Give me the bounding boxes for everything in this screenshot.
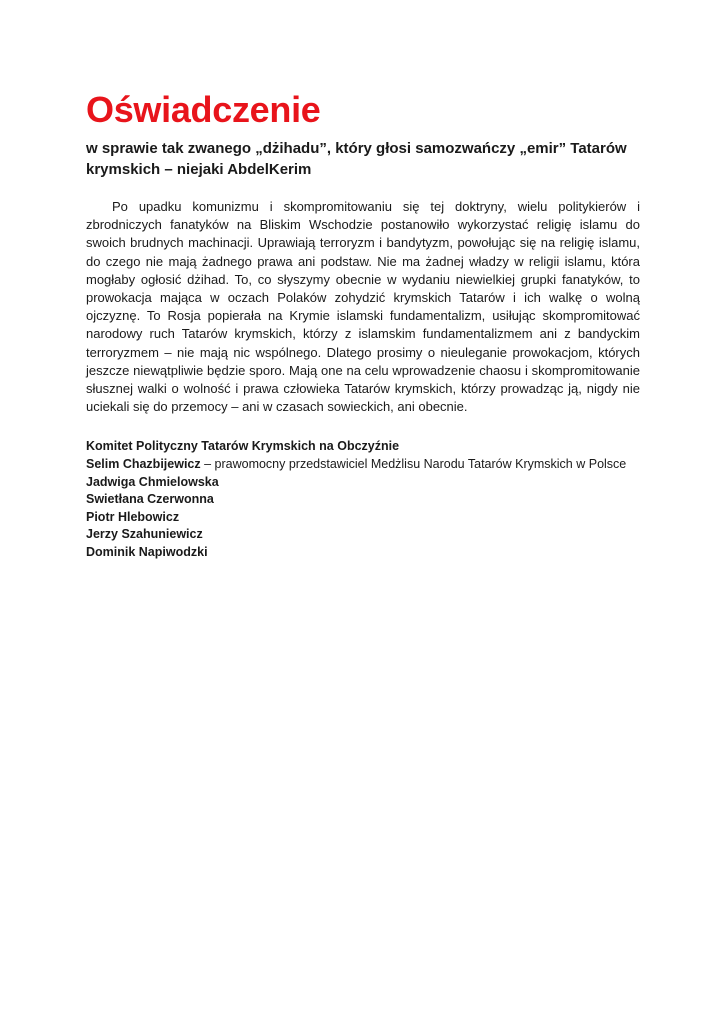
representative-role: – prawomocny przedstawiciel Medżlisu Narodu Tatarów Krymskich w Polsce bbox=[200, 457, 627, 472]
committee-name: Komitet Polityczny Tatarów Krymskich na Obczyźnie bbox=[86, 439, 400, 454]
document-body: Po upadku komunizmu i skompromitowaniu się tej doktryny, wielu politykierów i zbrodniczych fanatyków na Bliskim Wschodzie postanowiło wykorzystać religię islamu do swoich brudnych machinacji. Uprawiają terroryzm i bandytyzm, powołując się na religię islamu, do czego nie mają żadnego prawa ani podstaw. Nie ma żadnej władzy w religii islamu, która mogłaby ogłosić dżihad. To, co słyszymy obecnie w wydaniu niewielkiej grupki fanatyków, to prowokacja mająca w oczach Polaków zohydzić krymskich Tatarów i ich walkę o wolną ojczyznę. To Rosja popierała na Krymie islamski fundamentalizm, usiłując skompromitować narodowy ruch Tatarów krymskich, którzy z islamskim fundamentalizmem ani z bandyckim terroryzmem – nie mają nic wspólnego. Dlatego prosimy o nieuleganie prowokacjom, których jeszcze niewątpliwie będzie sporo. Mają one na celu wprowadzenie chaosu i skompromitowanie słusznej walki o wolność i prawa człowieka Tatarów krymskich, którzy prowadząc ją, nigdy nie uciekali się do przemocy – ani w czasach sowieckich, ani obecnie. bbox=[86, 199, 640, 415]
signer-name: Swietłana Czerwonna bbox=[86, 492, 214, 507]
signature-block bbox=[86, 438, 640, 561]
signer-name: Jadwiga Chmielowska bbox=[86, 474, 219, 489]
document-subtitle: w sprawie tak zwanego „dżihadu”, który głosi samozwańczy „emir” Tatarów krymskich – niejaki AbdelKerim bbox=[86, 140, 627, 178]
representative-name: Selim Chazbijewicz bbox=[86, 457, 201, 472]
signer-name: Piotr Hlebowicz bbox=[86, 509, 180, 524]
signer-name: Jerzy Szahuniewicz bbox=[86, 527, 203, 542]
document-title: Oświadczenie bbox=[86, 89, 321, 130]
signer-name: Dominik Napiwodzki bbox=[86, 545, 208, 559]
document-content bbox=[86, 88, 640, 562]
representative-line bbox=[86, 456, 640, 474]
